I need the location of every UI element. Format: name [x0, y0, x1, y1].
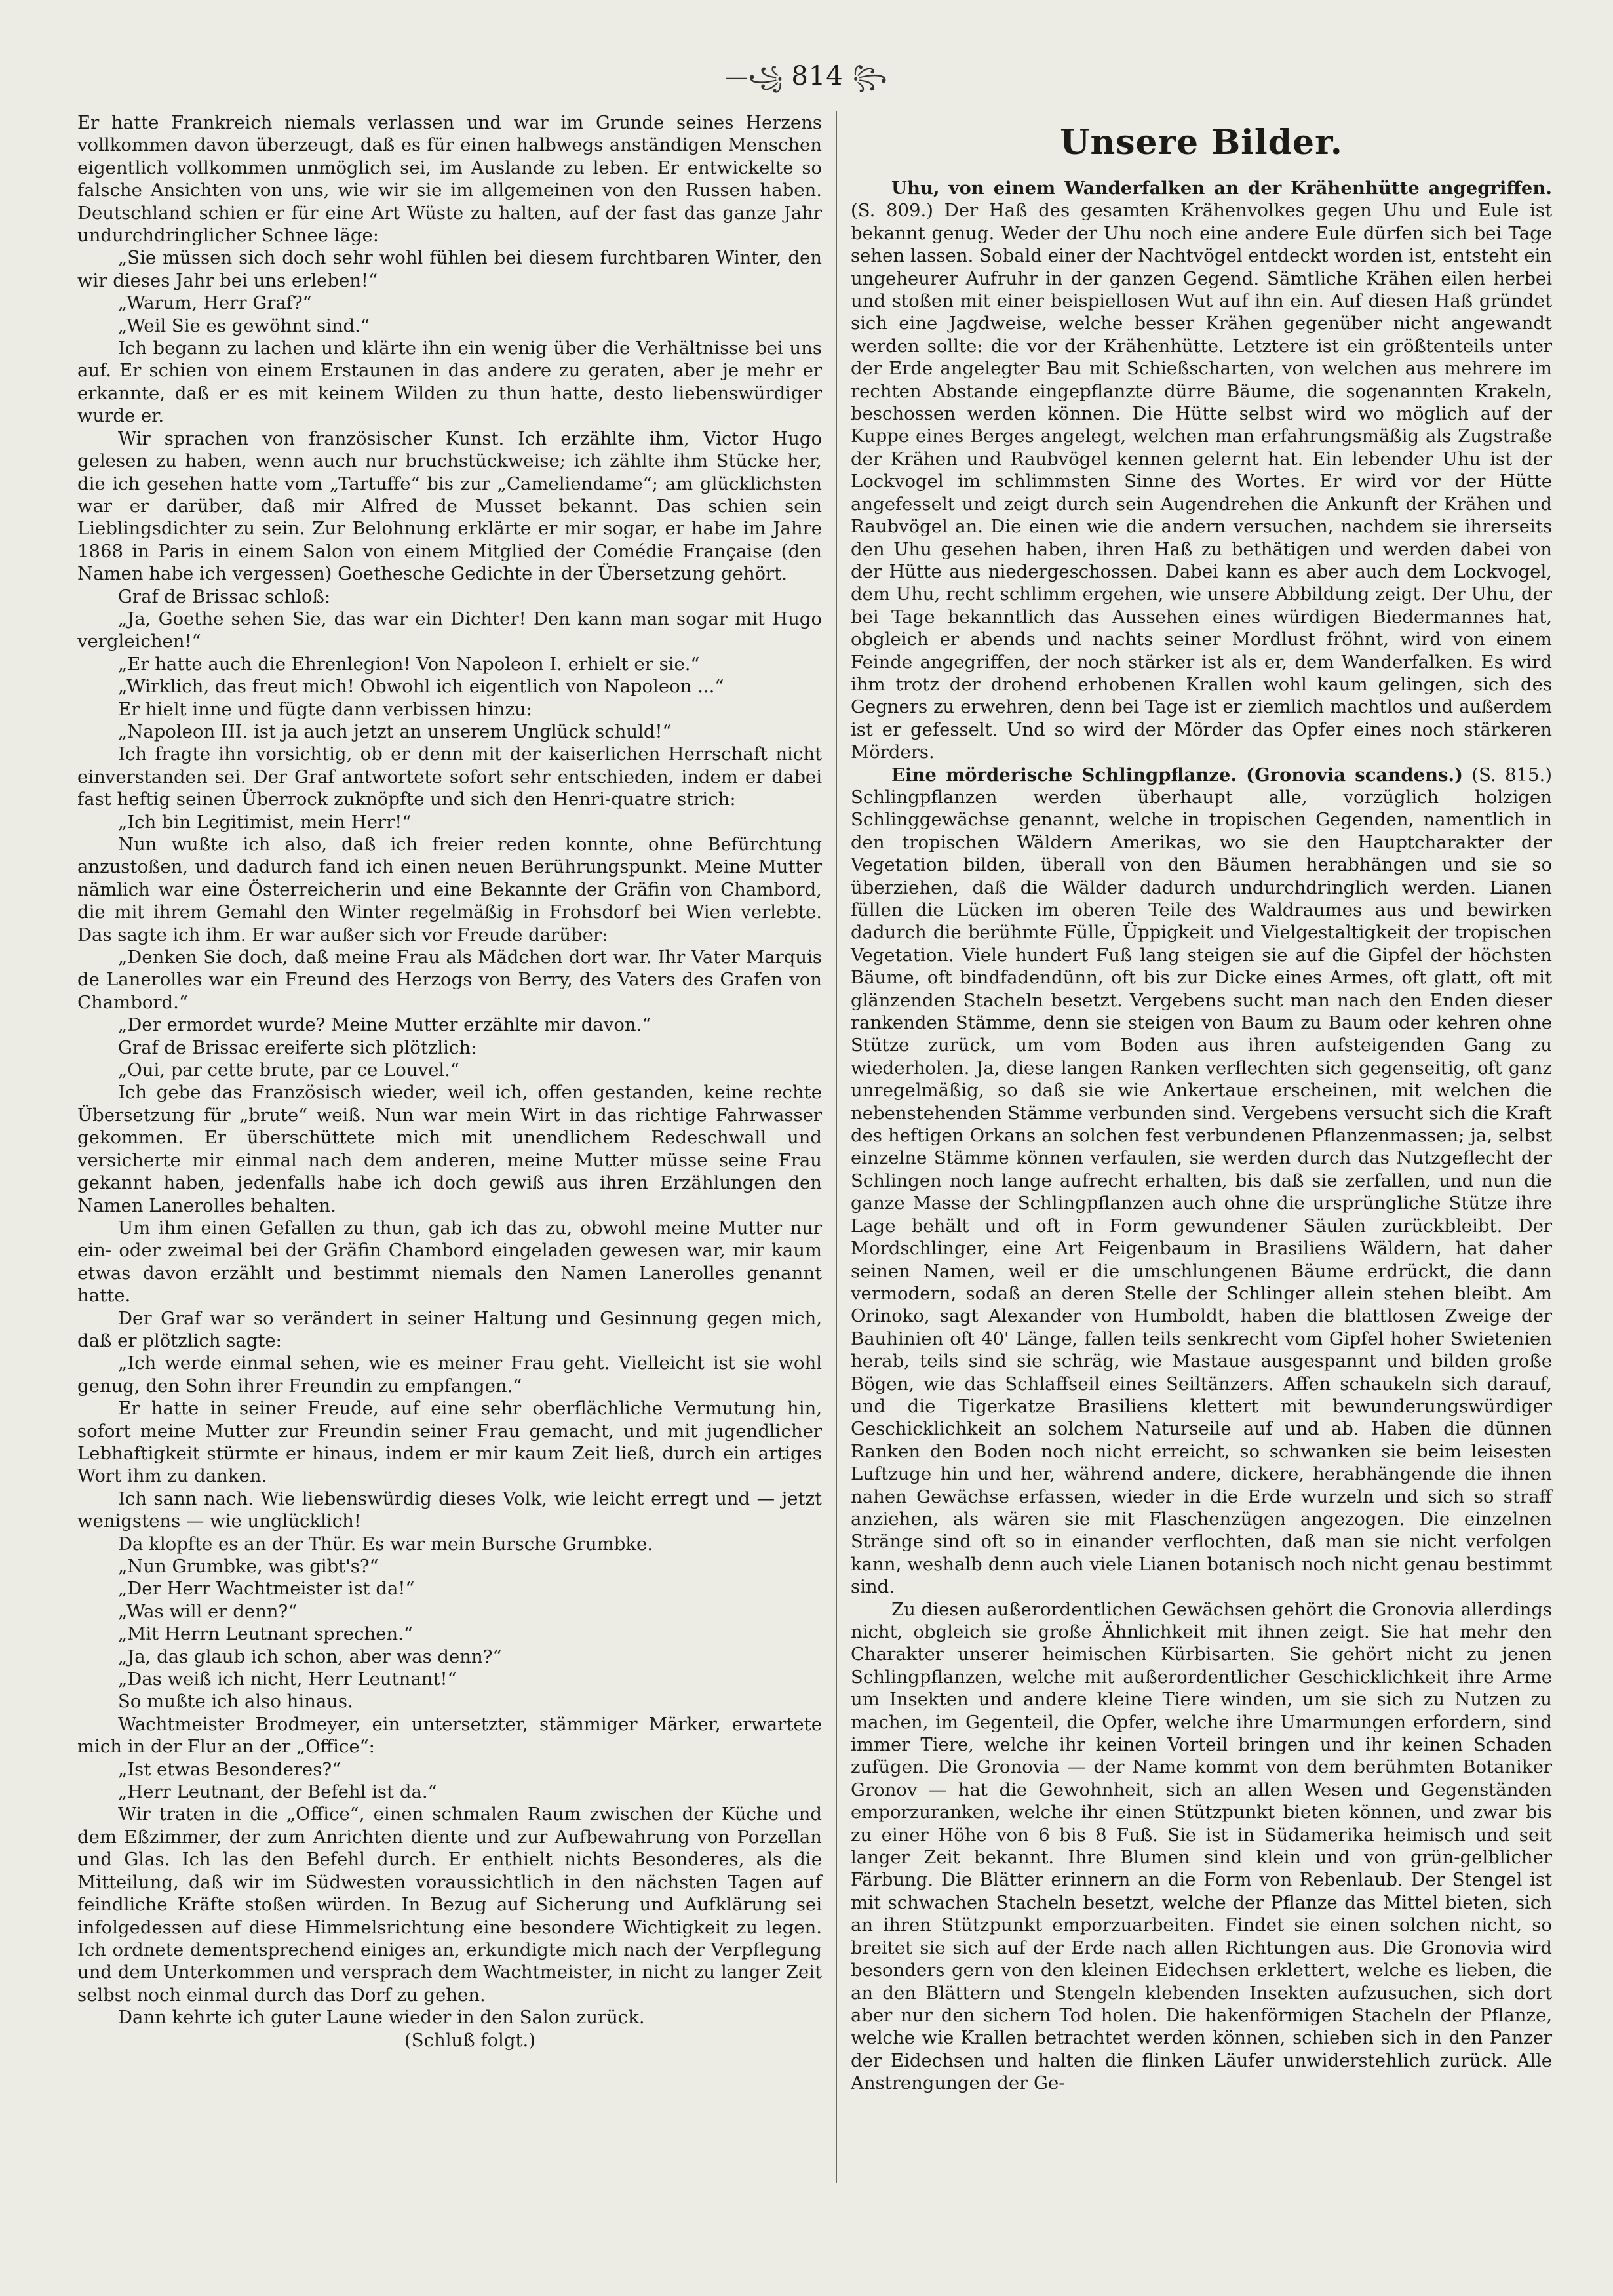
story-paragraph: Graf de Brissac ereiferte sich plötzlich:: [118, 1037, 477, 1058]
page-number: 814: [791, 61, 844, 91]
story-paragraph: Er hatte Frankreich niemals verlassen und war im Grunde seines Herzens vollkommen davon überzeugt, daß es für einen halbwegs anständigen Menschen eigentlich vollkommen unmöglich sei, im Auslande zu leben. Er entwickelte so falsche Ansichten von uns, wie wir sie im allgemeinen von den Russen haben. Deutschland schien er für eine Art Wüste zu halten, auf der fast das ganze Jahr undurchdringlicher Schnee läge:: [77, 112, 822, 247]
article-title: Eine mörderische Schlingpflanze. (Gronovia scandens.): [891, 764, 1464, 785]
story-paragraph: „Weil Sie es gewöhnt sind.“: [118, 315, 370, 336]
story-paragraph: „Das weiß ich nicht, Herr Leutnant!“: [118, 1669, 457, 1690]
story-paragraph: Um ihm einen Gefallen zu thun, gab ich das zu, obwohl meine Mutter nur ein- oder zweimal bei der Gräfin Chambord eingeladen gewesen war, mir kaum etwas davon erzählt und bestimmt niemals den Namen Lanerolles genannt hatte.: [77, 1217, 822, 1307]
story-paragraph: Nun wußte ich also, daß ich freier reden konnte, ohne Befürchtung anzustoßen, und dadurch fand ich einen neuen Berührungspunkt. Meine Mutter nämlich war eine Österreicherin und eine Bekannte der Gräfin von Chambord, die mit ihrem Gemahl den Winter regelmäßig in Frohsdorf bei Wien verlebte. Das sagte ich ihm. Er war außer sich vor Freude darüber:: [77, 834, 822, 945]
ornament-left-icon: —꧁: [725, 64, 792, 90]
story-paragraph: Er hielt inne und fügte dann verbissen hinzu:: [118, 698, 533, 720]
story-paragraph: „Er hatte auch die Ehrenlegion! Von Napoleon I. erhielt er sie.“: [118, 653, 700, 675]
story-paragraph: „Der ermordet wurde? Meine Mutter erzählte mir davon.“: [118, 1014, 651, 1036]
article-gronovia-continued: Zu diesen außerordentlichen Gewächsen gehört die Gronovia allerdings nicht, obgleich sie große Ähnlichkeit mit ihnen zeigt. Sie hat mehr den Charakter unserer heimischen Kürbisarten. Sie gehört nicht zu jenen Schlingpflanzen, welche mit außerordentlicher Geschicklichkeit ihre Arme um Insekten und andere kleine Tiere winden, um sie sich zu Nutzen zu machen, im Gegenteil, die Opfer, welche ihre Umarmungen erfordern, sind immer Tiere, welche ihr keinen Vorteil bringen und ihr keinen Schaden zufügen. Die Gronovia — der Name kommt von dem berühmten Botaniker Gronov — hat die Gewohnheit, sich an allen Wesen und Gegenständen emporzuranken, welche ihr einen Stützpunkt bieten können, und zwar bis zu einer Höhe von 6 bis 8 Fuß. Sie ist in Südamerika heimisch und seit langer Zeit bekannt. Ihre Blumen sind klein und von grün-gelblicher Färbung. Die Blätter erinnern an die Form von Rebenlaub. Der Stengel ist mit schwachen Stacheln besetzt, welche der Pflanze das Mittel bieten, sich an ihren Stützpunkt emporzuarbeiten. Findet sie einen solchen nicht, so breitet sie sich auf der Erde nach allen Richtungen aus. Die Gronovia wird besonders gern von den kleinen Eidechsen erklettert, welche es lieben, die an den Blättern und Stengeln klebenden Insekten aufzusuchen, sich dort aber nur den sichern Tod holen. Die hakenförmigen Stacheln der Pflanze, welche wie Krallen betrachtet werden können, schieben sich in den Panzer der Eidechsen und halten die flinken Läufer unwiderstehlich zurück. Alle Anstrengungen der Ge-: [851, 1598, 1553, 2094]
story-paragraph: „Mit Herrn Leutnant sprechen.“: [118, 1623, 413, 1645]
story-paragraph: „Denken Sie doch, daß meine Frau als Mädchen dort war. Ihr Vater Marquis de Lanerolles war ein Freund des Herzogs von Berry, des Vaters des Grafen von Chambord.“: [77, 947, 822, 1013]
story-paragraph: „Wirklich, das freut mich! Obwohl ich eigentlich von Napoleon ...“: [118, 676, 724, 698]
right-column: [851, 111, 1552, 2095]
story-paragraph: „Ist etwas Besonderes?“: [118, 1758, 341, 1780]
story-paragraph: „Ja, das glaub ich schon, aber was denn?“: [118, 1646, 502, 1667]
story-paragraph: Ich fragte ihn vorsichtig, ob er denn mit der kaiserlichen Herrschaft nicht einverstanden sei. Der Graf antwortete sofort sehr entschieden, indem er dabei fast heftig seinen Überrock zuknöpfte und sich den Henri-quatre strich:: [77, 743, 822, 810]
article-page-ref: (S. 815.): [1471, 764, 1553, 785]
page-number-header: [0, 60, 1613, 106]
article-uhu: [851, 177, 1552, 764]
story-paragraph: „Was will er denn?“: [118, 1600, 298, 1622]
story-paragraph: Dann kehrte ich guter Laune wieder in den Salon zurück.: [118, 2007, 645, 2029]
story-paragraph: „Warum, Herr Graf?“: [118, 292, 312, 314]
story-paragraph: Wir traten in die „Office“, einen schmalen Raum zwischen der Küche und dem Eßzimmer, der zum Anrichten diente und zur Aufbewahrung von Porzellan und Glas. Ich las den Befehl durch. Er enthielt nichts Besonderes, als die Mitteilung, daß wir im Südwesten voraussichtlich in den nächsten Tagen auf feindliche Kräfte stoßen würden. In Bezug auf Sicherung und Aufklärung sei infolgedessen auf diese Himmelsrichtung eine besondere Wichtigkeit zu legen. Ich ordnete dementsprechend einiges an, erkundigte mich nach der Verpflegung und dem Unterkommen und versprach dem Wachtmeister, in nicht zu langer Zeit selbst noch einmal durch das Dorf zu gehen.: [77, 1804, 822, 2006]
story-paragraph: Er hatte in seiner Freude, auf eine sehr oberflächliche Vermutung hin, sofort meine Mutter zur Freundin seiner Frau gemacht, und mit jugendlicher Lebhaftigkeit stürmte er hinaus, indem er mir kaum Zeit ließ, durch ein artiges Wort ihm zu danken.: [77, 1398, 822, 1487]
story-paragraph: Ich begann zu lachen und klärte ihn ein wenig über die Verhältnisse bei uns auf. Er schien von einem Erstaunen in das andere zu geraten, aber je mehr er erkannte, daß er es mit keinem Wilden zu thun hatte, desto liebenswürdiger wurde er.: [77, 338, 822, 427]
story-paragraph: „Napoleon III. ist ja auch jetzt an unserem Unglück schuld!“: [118, 721, 672, 742]
article-title: Uhu, von einem Wanderfalken an der Krähenhütte angegriffen.: [891, 178, 1552, 199]
story-paragraph: Da klopfte es an der Thür. Es war mein Bursche Grumbke.: [118, 1533, 653, 1554]
article-body: Schlingpflanzen werden überhaupt alle, vorzüglich holzigen Schlinggewächse genannt, welche in tropischen Gegenden, namentlich in den tropischen Wäldern Amerikas, wo sie den Hauptcharakter der Vegetation bilden, überall von den Bäumen herabhängen und sie so überziehen, daß die Wälder dadurch undurchdringlich werden. Lianen füllen die Lücken im oberen Teile des Waldraumes aus und bewirken dadurch die berühmte Fülle, Üppigkeit und Vielgestaltigkeit der tropischen Vegetation. Viele hundert Fuß lang steigen sie auf die Gipfel der höchsten Bäume, oft bindfadendünn, oft bis zur Dicke eines Armes, oft glatt, oft mit glänzenden Stacheln besetzt. Vergebens sucht man nach den Enden dieser rankenden Stämme, denn sie steigen von Baum zu Baum oder kehren ohne Stütze zurück, um vom Boden aus ihren aufsteigenden Gang zu wiederholen. Ja, diese langen Ranken verflechten sich gegenseitig, oft ganz unregelmäßig, so daß sie wie Ankertaue erscheinen, mit welchen die nebenstehenden Stämme verbunden sind. Vergebens versucht sich die Kraft des heftigen Orkans an solchen fest verbundenen Pflanzenmassen; ja, selbst einzelne Stämme können verfaulen, sie werden durch das Nutzgeflecht der Schlingen noch lange aufrecht erhalten, bis daß sie zerfallen, und nun die ganze Masse der Schlingpflanzen auch ohne die ursprüngliche Stütze ihre Lage behält und oft in Form gewundener Säulen zurückbleibt. Der Mordschlinger, eine Art Feigenbaum in Brasiliens Wäldern, hat daher seinen Namen, weil er die umschlungenen Bäume erdrückt, die dann vermodern, sodaß an deren Stelle der Schlinger allein stehen bleibt. Am Orinoko, sagt Alexander von Humboldt, haben die blattlosen Zweige der Bauhinien oft 40' Länge, fallen teils senkrecht vom Gipfel hoher Swietenien herab, teils sind sie schräg, wie Mastaue ausgespannt und bilden große Bögen, wie das Schlaffseil eines Seiltänzers. Affen schaukeln sich darauf, und die Tigerkatze Brasiliens klettert mit bewunderungswürdiger Geschicklichkeit an solchem Naturseile auf und ab. Haben die dünnen Ranken den Boden noch nicht erreicht, so schwanken sie beim leisesten Luftzuge hin und her, während andere, dickere, herabhängende die ihnen nahen Gewächse erfassen, wieder in die Erde wurzeln und sich so straff anziehen, als wären sie mit Flaschenzügen angezogen. Die einzelnen Stränge sind oft so in einander verflochten, daß man sie nicht verfolgen kann, weshalb denn auch viele Lianen botanisch noch nicht genau bestimmt sind.: [851, 786, 1552, 1598]
story-paragraph: Graf de Brissac schloß:: [118, 585, 331, 607]
left-column: [77, 111, 822, 2051]
story-paragraph: „Oui, par cette brute, par ce Louvel.“: [118, 1059, 459, 1081]
story-paragraph: „Ich bin Legitimist, mein Herr!“: [118, 811, 412, 833]
story-paragraph: Wir sprachen von französischer Kunst. Ich erzählte ihm, Victor Hugo gelesen zu haben, wenn auch nur bruchstückweise; ich zählte ihm Stücke her, die ich gesehen hatte vom „Tartuffe“ bis zur „Cameliendame“; am glücklichsten war er darüber, daß mir Alfred de Musset bekannt. Das schien sein Lieblingsdichter zu sein. Zur Belohnung erklärte er mir sogar, er habe im Jahre 1868 in Paris in einem Salon von einem Mitglied der Comédie Française (den Namen habe ich vergessen) Goethesche Gedichte in der Übersetzung gehört.: [77, 427, 822, 585]
story-paragraph: „Ich werde einmal sehen, wie es meiner Frau geht. Vielleicht ist sie wohl genug, den Sohn ihrer Freundin zu empfangen.“: [77, 1353, 822, 1396]
story-paragraph: „Herr Leutnant, der Befehl ist da.“: [118, 1781, 437, 1803]
story-paragraph: „Nun Grumbke, was gibt's?“: [118, 1556, 379, 1577]
story-paragraph: Der Graf war so verändert in seiner Haltung und Gesinnung gegen mich, daß er plötzlich sagte:: [77, 1307, 822, 1351]
story-paragraph: So mußte ich also hinaus.: [118, 1691, 353, 1712]
story-paragraph: „Ja, Goethe sehen Sie, das war ein Dichter! Den kann man sogar mit Hugo vergleichen!“: [77, 608, 822, 652]
article-page-ref: (S. 809.): [851, 200, 933, 222]
article-body: Der Haß des gesamten Krähenvolkes gegen Uhu und Eule ist bekannt genug. Weder der Uhu noch eine andere Eule dürfen sich bei Tage sehen lassen. Sobald einer der Nachtvögel entdeckt worden ist, entsteht ein ungeheurer Aufruhr in der ganzen Gegend. Sämtliche Krähen eilen herbei und stoßen mit einer beispiellosen Wut auf ihn ein. Auf diesen Haß gründet sich eine Jagdweise, welche besser Krähen gegenüber nicht angewandt werden sollte: die vor der Krähenhütte. Letztere ist ein größtenteils unter der Erde angelegter Bau mit Schießscharten, von welchen aus mehrere im rechten Abstande eingepflanzte dürre Bäume, die sogenannten Krakeln, beschossen werden können. Die Hütte selbst wird wo möglich auf der Kuppe eines Berges angelegt, welchen man erfahrungsmäßig als Zugstraße der Krähen und Raubvögel kennen gelernt hat. Ein lebender Uhu ist der Lockvogel im schlimmsten Sinne des Wortes. Er wird vor der Hütte angefesselt und zeigt durch sein Augendrehen die Ankunft der Krähen und Raubvögel an. Die einen wie die andern versuchen, nachdem sie ihrerseits den Uhu gesehen haben, ihren Haß zu bethätigen und werden dabei von der Hütte aus niedergeschossen. Dabei kann es aber auch dem Lockvogel, dem Uhu, recht schlimm ergehen, wie unsere Abbildung zeigt. Der Uhu, der bei Tage bekanntlich das Aussehen eines würdigen Biedermannes hat, obgleich er abends und nachts seiner Mordlust fröhnt, wird von einem Feinde angegriffen, der noch stärker ist als er, dem Wanderfalken. Es wird ihm trotz der drohend erhobenen Krallen wohl kaum gelingen, sich des Gegners zu erwehren, denn bei Tage ist er ziemlich machtlos und außerdem ist er gefesselt. Und so wird der Mörder das Opfer eines noch stärkeren Mörders.: [851, 200, 1552, 763]
story-paragraph: Ich sann nach. Wie liebenswürdig dieses Volk, wie leicht erregt und — jetzt wenigstens — wie unglücklich!: [77, 1488, 822, 1532]
article-gronovia: [851, 764, 1552, 1598]
continuation-note: (Schluß folgt.): [404, 2029, 535, 2051]
section-title: Unsere Bilder.: [1060, 123, 1343, 163]
story-paragraph: Ich gebe das Französisch wieder, weil ich, offen gestanden, keine rechte Übersetzung für „brute“ weiß. Nun war mein Wirt in das richtige Fahrwasser gekommen. Er überschüttete mich mit unendlichem Redeschwall und versicherte mir einmal nach dem anderen, meine Mutter müsse seine Frau gekannt haben, jedenfalls habe ich doch gewiß aus ihren Erzählungen den Namen Lanerolles behalten.: [77, 1082, 822, 1216]
column-divider: [836, 111, 837, 2183]
story-paragraph: Wachtmeister Brodmeyer, ein untersetzter, stämmiger Märker, erwartete mich in der Flur an der „Office“:: [77, 1713, 822, 1758]
ornament-right-icon: ꧂: [852, 64, 888, 90]
story-paragraph: „Der Herr Wachtmeister ist da!“: [118, 1578, 415, 1600]
story-paragraph: „Sie müssen sich doch sehr wohl fühlen bei diesem furchtbaren Winter, den wir dieses Jahr bei uns erleben!“: [77, 247, 822, 291]
